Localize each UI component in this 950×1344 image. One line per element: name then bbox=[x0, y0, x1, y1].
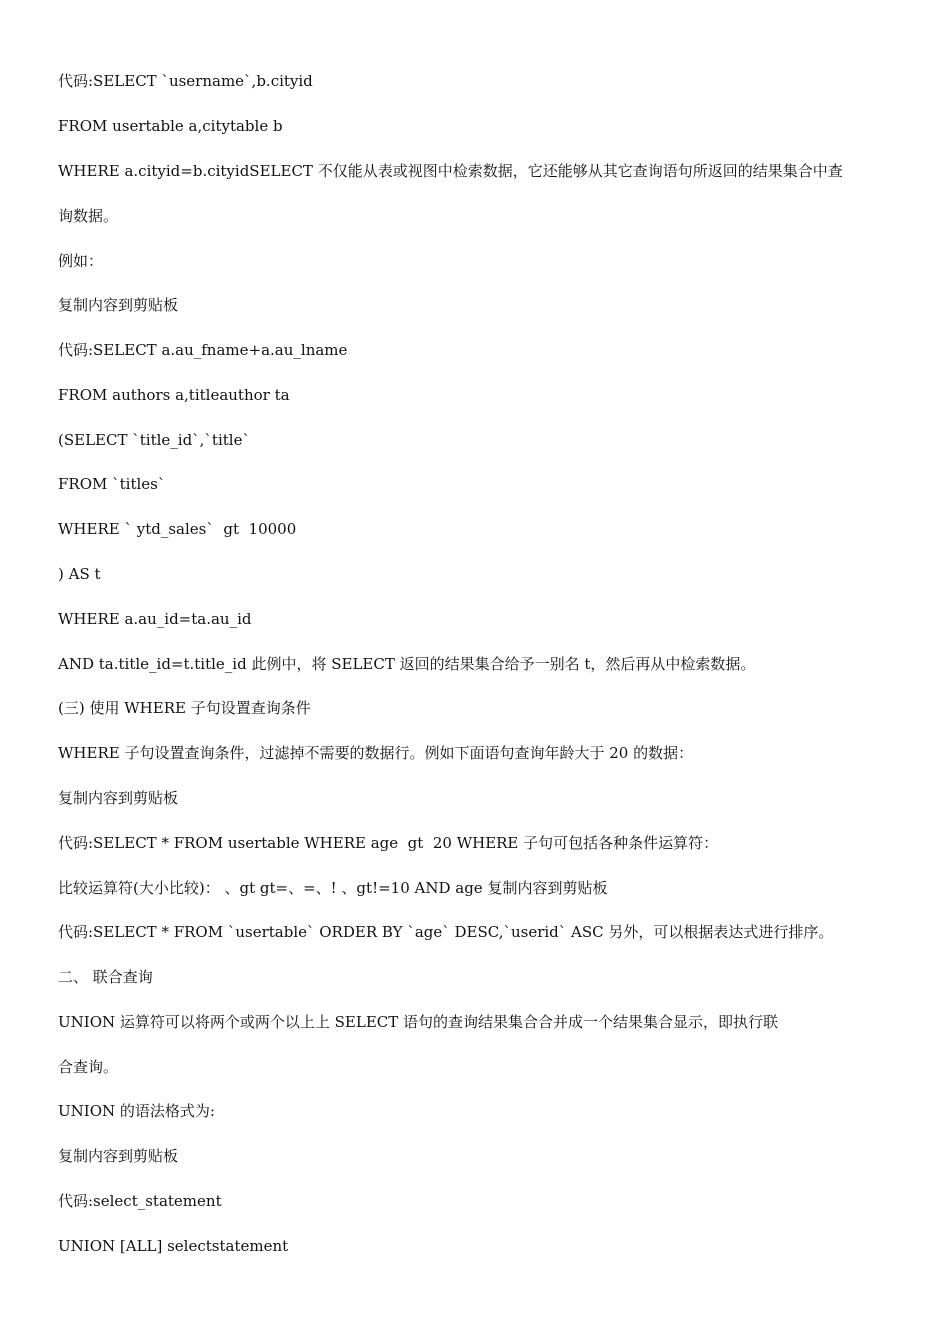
text-line: 代码:SELECT * FROM `usertable` ORDER BY `age` DESC,`userid` ASC 另外，可以根据表达式进行排序。 bbox=[58, 923, 834, 941]
text-line: UNION 的语法格式为: bbox=[58, 1102, 215, 1120]
text-line: 代码:select_statement bbox=[58, 1192, 222, 1210]
text-line: 复制内容到剪贴板 bbox=[58, 296, 179, 314]
text-line: 复制内容到剪贴板 bbox=[58, 1147, 179, 1165]
text-line: UNION 运算符可以将两个或两个以上上 SELECT 语句的查询结果集合合并成一个结果集合显示，即执行联 bbox=[58, 1013, 779, 1031]
text-line: 代码:SELECT * FROM usertable WHERE age gt 20 WHERE 子句可包括各种条件运算符： bbox=[58, 834, 719, 852]
text-line: 复制内容到剪贴板 bbox=[58, 789, 179, 807]
text-line: 比较运算符(大小比较)： 、gt gt=、=、! 、gt!=10 AND age 复制内容到剪贴板 bbox=[58, 879, 608, 897]
section-heading: (三) 使用 WHERE 子句设置查询条件 bbox=[58, 699, 311, 717]
text-line: (SELECT `title_id`,`title` bbox=[58, 431, 250, 449]
text-line: WHERE ` ytd_sales` gt 10000 bbox=[58, 520, 297, 538]
text-line: WHERE a.au_id=ta.au_id bbox=[58, 610, 252, 628]
text-line: WHERE 子句设置查询条件，过滤掉不需要的数据行。例如下面语句查询年龄大于 20 的数据： bbox=[58, 744, 694, 762]
section-heading: 二、 联合查询 bbox=[58, 968, 153, 986]
text-line: AND ta.title_id=t.title_id 此例中，将 SELECT 返回的结果集合给予一别名 t，然后再从中检索数据。 bbox=[58, 655, 756, 673]
text-line: FROM authors a,titleauthor ta bbox=[58, 386, 290, 404]
text-line: 合查询。 bbox=[58, 1058, 119, 1076]
text-line: UNION [ALL] selectstatement bbox=[58, 1237, 289, 1255]
text-line: FROM usertable a,citytable b bbox=[58, 117, 283, 135]
text-line: 例如： bbox=[58, 252, 104, 270]
text-line: 代码:SELECT a.au_fname+a.au_lname bbox=[58, 341, 348, 359]
text-line: 询数据。 bbox=[58, 207, 119, 225]
text-line: ) AS t bbox=[58, 565, 101, 583]
text-line: WHERE a.cityid=b.cityidSELECT 不仅能从表或视图中检索数据，它还能够从其它查询语句所返回的结果集合中查 bbox=[58, 162, 843, 180]
text-line: FROM `titles` bbox=[58, 475, 166, 493]
text-line: 代码:SELECT `username`,b.cityid bbox=[58, 72, 313, 90]
